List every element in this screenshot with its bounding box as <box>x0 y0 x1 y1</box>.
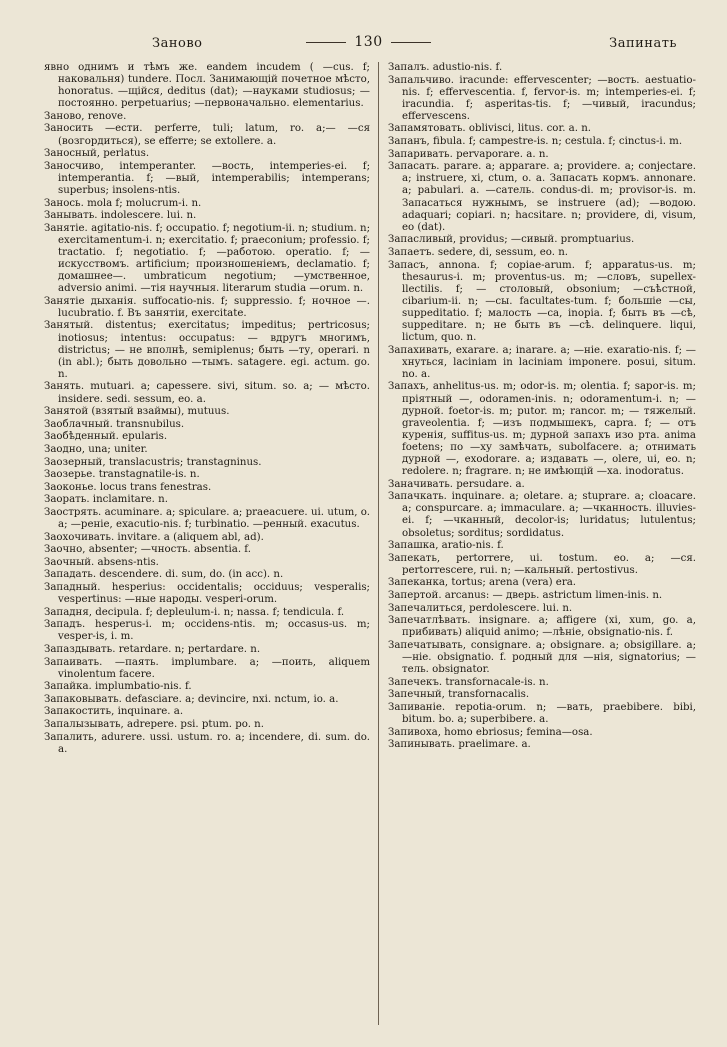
dictionary-entry: Занятіе. agitatio-nis. f; occupatio. f; negotium-ii. n; studium. n; exercitamentum-i. n; exercitatio. f; praeconium; professio. f; tractatio. f; negotiatio. f; —работою. operatio. f; —искусствомъ. artificium; произношеніемъ, declamatio. f; домашнее—. umbraticum negotium; —умственное, adversio animi. —тія научныя. literarum studia —orum. n. <box>44 222 370 295</box>
dictionary-entry: Западать. descendere. di. sum, do. (in acc). n. <box>44 569 284 581</box>
dictionary-entry: Заносный, perlatus. <box>44 148 150 160</box>
dictionary-entry: Западъ. hesperus-i. m; occidens-ntis. m; occasus-us. m; vesper-is, i. m. <box>44 619 370 643</box>
dictionary-entry: Заодно, una; uniter. <box>44 443 148 455</box>
dictionary-entry: Запечекъ. transfornacale-is. n. <box>388 676 549 688</box>
dictionary-entry: Заострять. acuminare. a; spiculare. a; praeacuere. ui. utum, o. a; —реніе, exacutio-nis. f; turbinatio. —ренный. exacutus. <box>44 506 370 530</box>
page-header <box>40 32 697 54</box>
dictionary-entry: Запаривать. pervaporare. a. n. <box>388 148 549 160</box>
dictionary-entry: Запаздывать. retardare. n; pertardare. n. <box>44 643 261 655</box>
dictionary-entry: Заозерье. transtagnatile-is. n. <box>44 469 200 481</box>
header-right-word: Запинать <box>609 36 677 51</box>
dictionary-entry: Заохочивать. invitare. a (aliquem abl, ad). <box>44 531 264 543</box>
dictionary-entry: Запальчиво. iracunde: effervescenter; —вость. aestuatio-nis. f; effervescentia. f, fervor-is. m; intemperies-ei. f; iracundia. f; asperitas-tis. f; —чивый, iracundus; effervescens. <box>388 74 696 122</box>
dictionary-entry: Занятой (взятый взаймы), mutuus. <box>44 406 230 418</box>
dictionary-entry: Занывать. indolescere. lui. n. <box>44 210 197 222</box>
dictionary-entry: Заносить —ести. perferre, tuli; latum, ro. a;— —ся (возгордиться), se efferre; se extollere. a. <box>44 123 370 147</box>
dictionary-entry: Запалызывать, adrepere. psi. ptum. po. n. <box>44 718 264 730</box>
dictionary-entry: Запаковывать. defasciare. a; devincire, nxi. nctum, io. a. <box>44 693 339 705</box>
dictionary-entry: Запечатлѣвать. insignare. a; affigere (xi, xum, go. a, прибивать) aliquid animo; —лѣніе, obsignatio-nis. f. <box>388 615 696 639</box>
dictionary-entry: Запеканка, tortus; arena (vera) era. <box>388 577 577 589</box>
dictionary-entry: Запанъ, fibula. f; campestre-is. n; cestula. f; cinctus-i. m. <box>388 136 683 148</box>
dictionary-entry: Заносчиво, intemperanter. —вость, intemperies-ei. f; intemperantia. f; —вый, intemperabilis; intemperans; superbus; insolens-ntis. <box>44 160 370 196</box>
header-rule-left <box>306 42 346 43</box>
dictionary-entry: Запаивать. —паять. implumbare. a; —поить, aliquem vinolentum facere. <box>44 656 370 680</box>
dictionary-entry: Запасать. parare. a; apparare. a; providere. a; conjectare. a; instruere, xi, ctum, o. a. Запасать кормъ. annonare. a; pabulari. a. —сатель. condus-di. m; provisor-is. m. Запасаться нужнымъ, se instruere (ad); —водою. adaquari; copiari. n; hacsitare. n; providere, di, visum, eo (dat). <box>388 161 696 233</box>
dictionary-entry: Запиваніе. repotia-orum. n; —вать, praebibere. bibi, bitum. bo. a; superbibere. a. <box>388 701 696 725</box>
header-rule-right <box>391 42 431 43</box>
dictionary-entry: Запекать, pertorrere, ui. tostum. eo. a; —ся. pertorrescere, rui. n; —кальный. pertostivus. <box>388 552 696 576</box>
dictionary-entry: Заочно, absenter; —чность. absentia. f. <box>44 544 251 556</box>
dictionary-entry: Запалить, adurere. ussi. ustum. ro. a; incendere, di. sum. do. a. <box>44 731 370 755</box>
dictionary-entry: Запалъ. adustio-nis. f. <box>388 62 503 73</box>
dictionary-entry: Запахивать, exarare. a; inarare. a; —ніе. exaratio-nis. f; —хнуться, laciniam in laciniam imponere. posui, situm. no. a. <box>388 344 696 380</box>
dictionary-entry: Запивоха, homo ebriosus; femina—osa. <box>388 726 593 738</box>
dictionary-entry: Запахъ, anhelitus-us. m; odor-is. m; olentia. f; sapor-is. m; пріятный —, odoramen-inis. n; odoramentum-i. n; — дурной. foetor-is. m; putor. m; rancor. m; — тяжелый. graveolentia. f; —изъ подмышекъ, capra. f; — отъ куренія, suffitus-us. m; дурной запахъ изо рта. anima foetens; по —ху замѣчать, subolfacere. a; отнимать дурной —, exodorare. a; издавать —, olere, ui, eo. n; redolere. n; fragrare. n; не имѣющій —ха. inodoratus. <box>388 381 696 478</box>
dictionary-entry: Запертой. arcanus: — дверь. astrictum limen-inis. n. <box>388 590 663 602</box>
dictionary-entry: Занятіе дыханія. suffocatio-nis. f; suppressio. f; ночное —. lucubratio. f. Въ занятіи, exercitate. <box>44 295 370 319</box>
dictionary-entry: Заначивать. persudare. a. <box>388 478 525 490</box>
dictionary-entry: Запечатывать, consignare. a; obsignare. a; obsigillare. a; —ніе. obsignatio. f. родный для —нія, signatorius; —тель. obsignator. <box>388 639 696 676</box>
left-column <box>44 62 370 1025</box>
dictionary-entry: Занось. mola f; molucrum-i. n. <box>44 197 202 209</box>
dictionary-entry: Заочный. absens-ntis. <box>44 556 159 568</box>
dictionary-entry: Запакостить, inquinare. a. <box>44 706 184 718</box>
dictionary-entry: Заоконье. locus trans fenestras. <box>44 481 212 493</box>
dictionary-entry: Запаетъ. sedere, di, sessum, eo. n. <box>388 246 569 258</box>
dictionary-entry: Запечалиться, perdolescere. lui. n. <box>388 602 573 614</box>
dictionary-entry: Западный. hesperius: occidentalis; occiduus; vesperalis; vespertinus: —ные народы. vesperi-orum. <box>44 581 370 606</box>
dictionary-entry: Заозерный, translacustris; transtagninus. <box>44 456 262 468</box>
dictionary-entry: Заново, renove. <box>44 110 127 122</box>
dictionary-entry: Занятый. distentus; exercitatus; impeditus; pertricosus; inotiosus; intentus: occupatus: — вдругъ многимъ, districtus; — не вполнѣ, semiplenus; быть —ту, operari. n (in abl.); быть довольно —тымъ. satagere. egi. actum. go. n. <box>44 320 370 380</box>
right-column <box>388 62 696 1025</box>
dictionary-entry: Западня, decipula. f; depleulum-i. n; nassa. f; tendicula. f. <box>44 606 345 618</box>
dictionary-entry: Запечный, transfornacalis. <box>388 689 530 701</box>
dictionary-entry: Запамятовать. oblivisci, litus. cor. a. n. <box>388 123 592 135</box>
dictionary-entry: Запайка. implumbatio-nis. f. <box>44 681 192 693</box>
dictionary-entry: Запашка, aratio-nis. f. <box>388 540 504 552</box>
dictionary-entry: Заобѣденный. epularis. <box>44 431 168 443</box>
dictionary-entry: Заоблачный. transnubilus. <box>44 418 185 430</box>
dictionary-entry: явно однимъ и тѣмъ же. eandem incudem ( —cus. f; наковальня) tundere. Посл. Занимающій почетное мѣсто, honoratus. —щійся, deditus (dat); —науками studiosus; —постоянно. perpetuarius; —первоначально. elementarius. <box>44 62 370 110</box>
dictionary-entry: Заорать. inclamitare. n. <box>44 494 168 506</box>
page-number: 130 <box>354 34 383 50</box>
header-center <box>40 34 697 50</box>
header-left-word: Заново <box>152 36 203 51</box>
column-divider <box>378 62 379 1025</box>
dictionary-entry: Запасливый, providus; —сивый. promptuarius. <box>388 234 635 246</box>
dictionary-entry: Занять. mutuari. a; capessere. sivi, situm. so. a; — мѣсто. insidere. sedi. sessum, eo. a. <box>44 381 370 405</box>
dictionary-entry: Запинывать. praelimare. a. <box>388 739 531 751</box>
dictionary-entry: Запасъ, annona. f; copiae-arum. f; apparatus-us. m; thesaurus-i. m; proventus-us. m; —словъ, supellex-llectilis. f; — столовый, obsonium; —съѣстной, cibarium-ii. n; —сы. facultates-tum. f; большіе —сы, suppeditatio. f; малость —са, inopia. f; быть въ —сѣ, suppeditare. n; не быть въ —сѣ. delinquere. liqui, lictum, quo. n. <box>388 259 696 344</box>
dictionary-entry: Запачкать. inquinare. a; oletare. a; stuprare. a; cloacare. a; conspurcare. a; immaculare. a; —чканность. illuvies-ei. f; —чканный, decolor-is; luridatus; lutulentus; obsoletus; sorditus; sordidatus. <box>388 491 696 539</box>
